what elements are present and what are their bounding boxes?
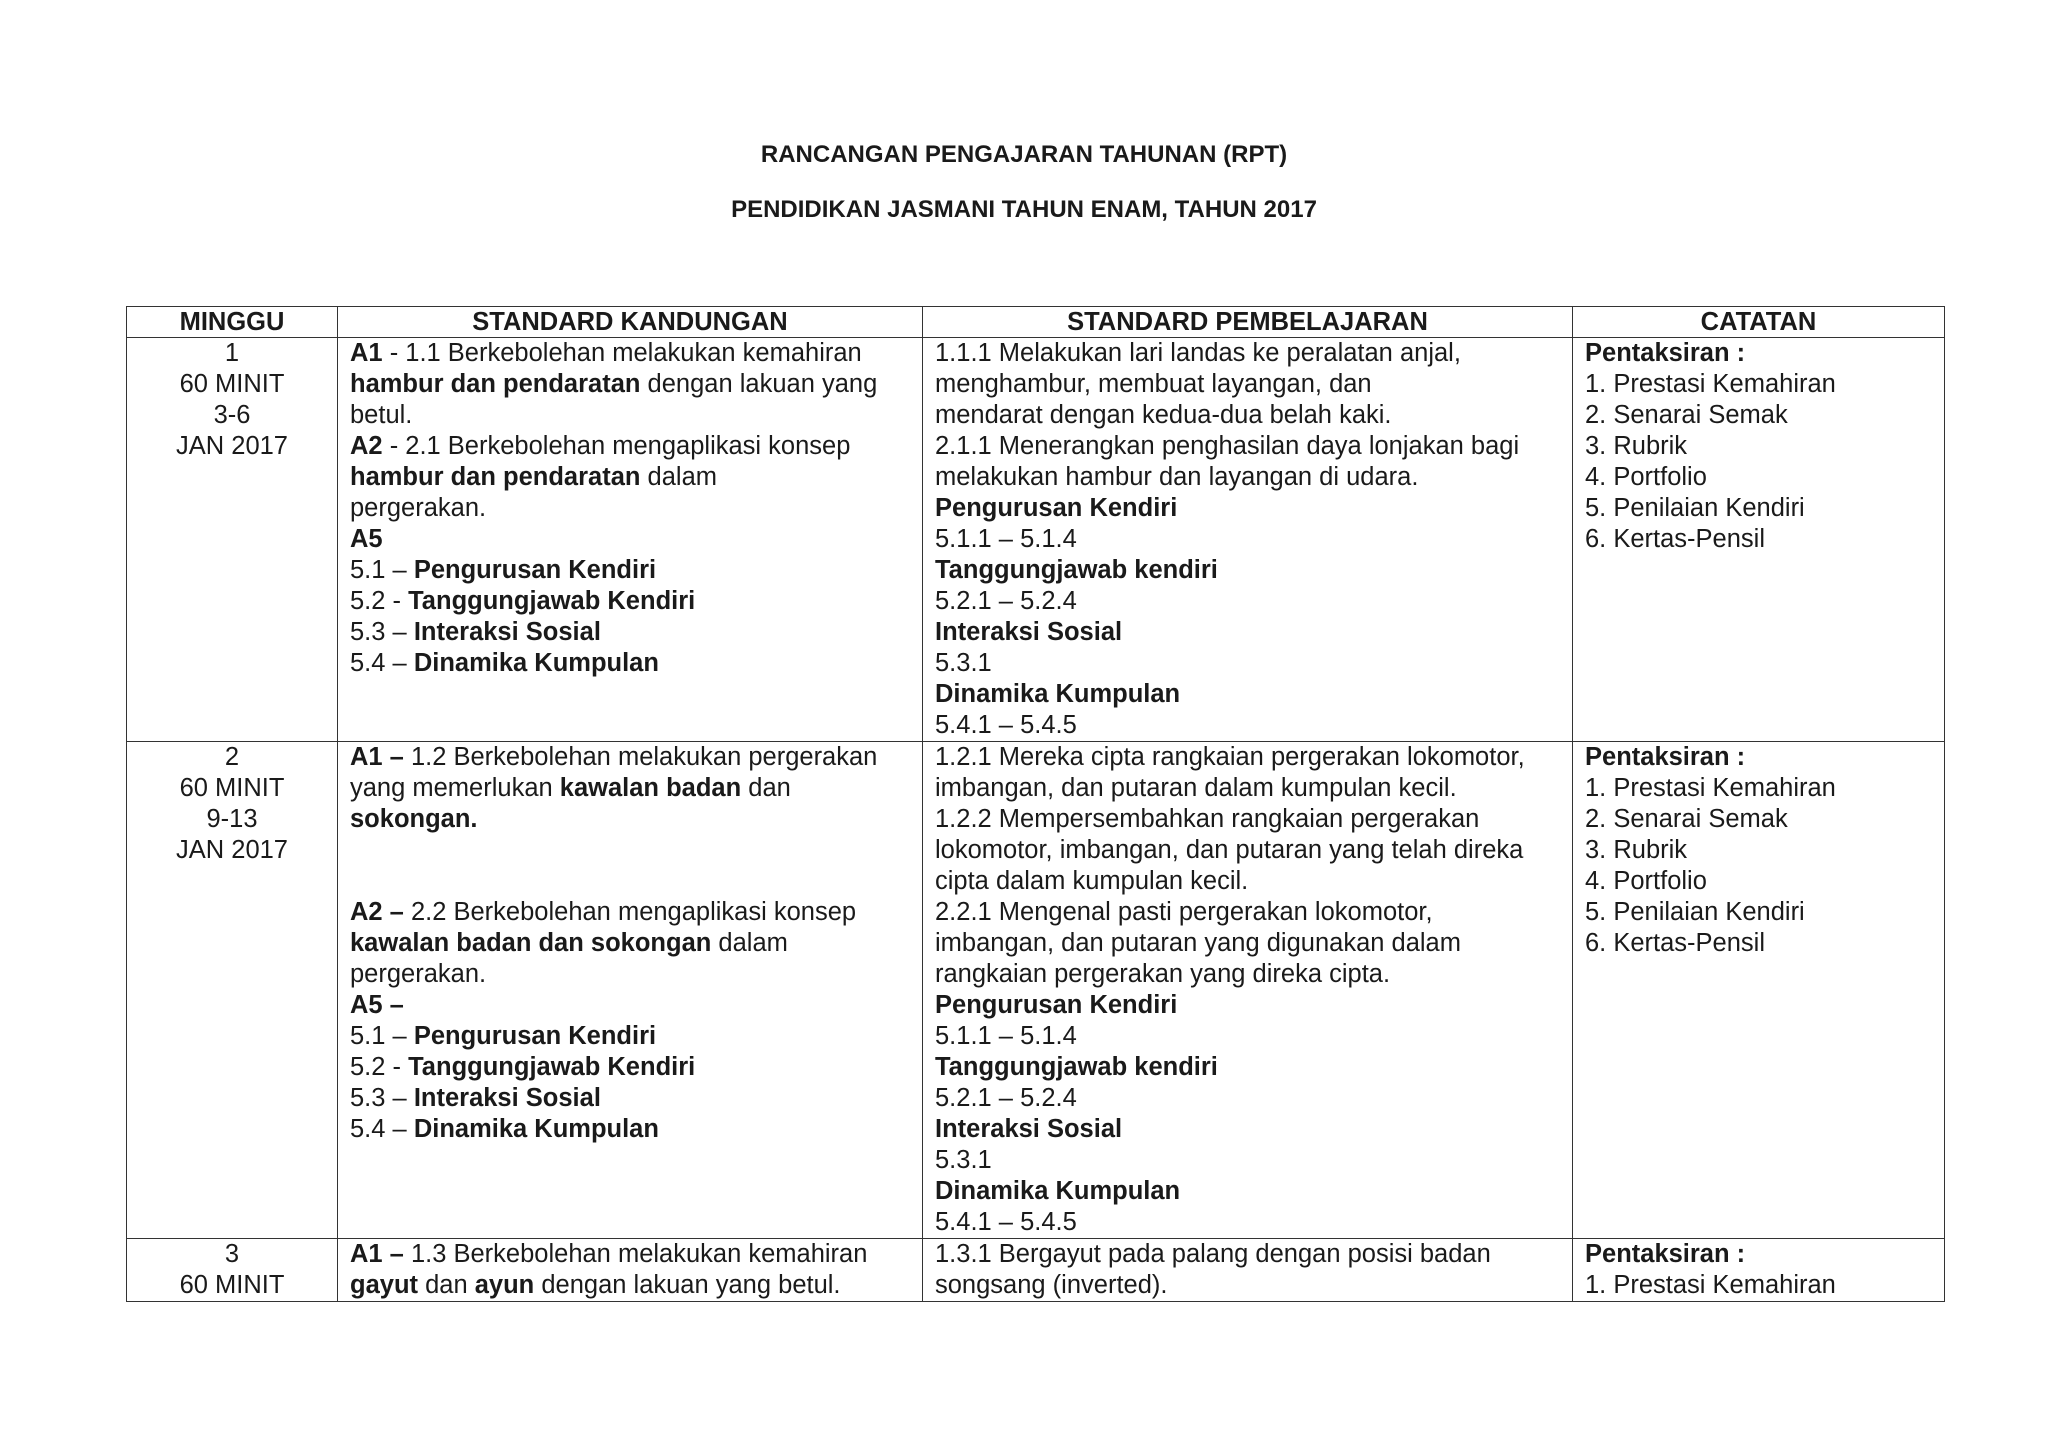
catatan-item: 5. Penilaian Kendiri bbox=[1585, 898, 1805, 926]
pembelajaran-line: 2.2.1 Mengenal pasti pergerakan lokomotor, bbox=[935, 898, 1433, 926]
catatan-heading: Pentaksiran : bbox=[1585, 1240, 1746, 1268]
kandungan-line: hambur dan pendaratan dalam bbox=[350, 463, 718, 491]
kandungan-line: yang memerlukan kawalan badan dan bbox=[350, 774, 791, 802]
week-number: 2 bbox=[224, 743, 240, 771]
pembelajaran-line: Tanggungjawab kendiri bbox=[935, 1053, 1218, 1081]
pembelajaran-line: 5.3.1 bbox=[935, 1146, 992, 1174]
table-row bbox=[127, 742, 1945, 1239]
kandungan-line: sokongan. bbox=[350, 805, 478, 833]
kandungan-cell bbox=[338, 338, 923, 742]
kandungan-line: 5.3 – Interaksi Sosial bbox=[350, 1084, 601, 1112]
catatan-cell bbox=[1573, 338, 1945, 742]
pembelajaran-line: Dinamika Kumpulan bbox=[935, 1177, 1181, 1205]
kandungan-line: A1 – 1.2 Berkebolehan melakukan pergerakan bbox=[350, 743, 878, 771]
catatan-heading: Pentaksiran : bbox=[1585, 743, 1746, 771]
pembelajaran-cell bbox=[923, 742, 1573, 1239]
document-subtitle: PENDIDIKAN JASMANI TAHUN ENAM, TAHUN 2017 bbox=[731, 196, 1317, 223]
rpt-table bbox=[126, 306, 1945, 1302]
pembelajaran-line: 1.2.1 Mereka cipta rangkaian pergerakan lokomotor, bbox=[935, 743, 1525, 771]
week-number: 1 bbox=[224, 339, 240, 367]
pembelajaran-line: 5.4.1 – 5.4.5 bbox=[935, 1208, 1077, 1236]
pembelajaran-line: cipta dalam kumpulan kecil. bbox=[935, 867, 1249, 895]
catatan-cell bbox=[1573, 1239, 1945, 1302]
pembelajaran-line: Interaksi Sosial bbox=[935, 1115, 1123, 1143]
pembelajaran-line: lokomotor, imbangan, dan putaran yang telah direka bbox=[935, 836, 1524, 864]
table-row bbox=[127, 1239, 1945, 1302]
week-dates: 9-13 bbox=[206, 805, 258, 833]
kandungan-cell bbox=[338, 1239, 923, 1302]
pembelajaran-line: 1.2.2 Mempersembahkan rangkaian pergerakan bbox=[935, 805, 1480, 833]
spacer bbox=[350, 835, 910, 866]
week-month: JAN 2017 bbox=[176, 836, 288, 864]
pembelajaran-line: imbangan, dan putaran dalam kumpulan kecil. bbox=[935, 774, 1457, 802]
header-catatan: CATATAN bbox=[1573, 307, 1945, 338]
pembelajaran-line: Pengurusan Kendiri bbox=[935, 494, 1178, 522]
pembelajaran-cell bbox=[923, 338, 1573, 742]
table-row bbox=[127, 338, 1945, 742]
header-standard-kandungan: STANDARD KANDUNGAN bbox=[338, 307, 923, 338]
week-duration: 60 MINIT bbox=[179, 774, 285, 802]
pembelajaran-line: 1.1.1 Melakukan lari landas ke peralatan anjal, bbox=[935, 339, 1461, 367]
kandungan-line: 5.2 - Tanggungjawab Kendiri bbox=[350, 587, 696, 615]
pembelajaran-line: 5.4.1 – 5.4.5 bbox=[935, 711, 1077, 739]
pembelajaran-line: Dinamika Kumpulan bbox=[935, 680, 1181, 708]
kandungan-line: 5.4 – Dinamika Kumpulan bbox=[350, 1115, 659, 1143]
pembelajaran-line: 5.2.1 – 5.2.4 bbox=[935, 587, 1077, 615]
pembelajaran-line: 5.2.1 – 5.2.4 bbox=[935, 1084, 1077, 1112]
kandungan-line: gayut dan ayun dengan lakuan yang betul. bbox=[350, 1271, 841, 1299]
pembelajaran-line: Pengurusan Kendiri bbox=[935, 991, 1178, 1019]
catatan-item: 1. Prestasi Kemahiran bbox=[1585, 774, 1836, 802]
week-number: 3 bbox=[224, 1240, 240, 1268]
pembelajaran-cell bbox=[923, 1239, 1573, 1302]
week-month: JAN 2017 bbox=[176, 432, 288, 460]
pembelajaran-line: Interaksi Sosial bbox=[935, 618, 1123, 646]
kandungan-cell bbox=[338, 742, 923, 1239]
catatan-item: 4. Portfolio bbox=[1585, 463, 1707, 491]
pembelajaran-line: rangkaian pergerakan yang direka cipta. bbox=[935, 960, 1391, 988]
kandungan-line: 5.1 – Pengurusan Kendiri bbox=[350, 1022, 657, 1050]
catatan-item: 3. Rubrik bbox=[1585, 836, 1688, 864]
catatan-item: 1. Prestasi Kemahiran bbox=[1585, 370, 1836, 398]
pembelajaran-line: menghambur, membuat layangan, dan bbox=[935, 370, 1372, 398]
kandungan-line: pergerakan. bbox=[350, 494, 487, 522]
pembelajaran-line: 1.3.1 Bergayut pada palang dengan posisi badan bbox=[935, 1240, 1491, 1268]
pembelajaran-line: imbangan, dan putaran yang digunakan dalam bbox=[935, 929, 1461, 957]
kandungan-line: 5.2 - Tanggungjawab Kendiri bbox=[350, 1053, 696, 1081]
spacer bbox=[350, 866, 910, 897]
document-title: RANCANGAN PENGAJARAN TAHUNAN (RPT) bbox=[760, 141, 1288, 168]
pembelajaran-line: 5.1.1 – 5.1.4 bbox=[935, 1022, 1077, 1050]
kandungan-line: hambur dan pendaratan dengan lakuan yang bbox=[350, 370, 878, 398]
kandungan-line: A5 – bbox=[350, 991, 404, 1019]
kandungan-line: A2 – 2.2 Berkebolehan mengaplikasi konsep bbox=[350, 898, 857, 926]
header-minggu: MINGGU bbox=[127, 307, 338, 338]
kandungan-line: 5.3 – Interaksi Sosial bbox=[350, 618, 601, 646]
week-dates: 3-6 bbox=[213, 401, 251, 429]
kandungan-line: 5.1 – Pengurusan Kendiri bbox=[350, 556, 657, 584]
minggu-cell bbox=[127, 1239, 338, 1302]
pembelajaran-line: 2.1.1 Menerangkan penghasilan daya lonjakan bagi bbox=[935, 432, 1520, 460]
minggu-cell bbox=[127, 338, 338, 742]
pembelajaran-line: 5.3.1 bbox=[935, 649, 992, 677]
kandungan-line: A5 bbox=[350, 525, 383, 553]
kandungan-line: 5.4 – Dinamika Kumpulan bbox=[350, 649, 659, 677]
pembelajaran-line: mendarat dengan kedua-dua belah kaki. bbox=[935, 401, 1392, 429]
kandungan-line: pergerakan. bbox=[350, 960, 487, 988]
catatan-item: 4. Portfolio bbox=[1585, 867, 1707, 895]
kandungan-line: A2 - 2.1 Berkebolehan mengaplikasi konsep bbox=[350, 432, 851, 460]
pembelajaran-line: Tanggungjawab kendiri bbox=[935, 556, 1218, 584]
catatan-cell bbox=[1573, 742, 1945, 1239]
pembelajaran-line: songsang (inverted). bbox=[935, 1271, 1168, 1299]
pembelajaran-line: 5.1.1 – 5.1.4 bbox=[935, 525, 1077, 553]
catatan-item: 1. Prestasi Kemahiran bbox=[1585, 1271, 1836, 1299]
catatan-item: 5. Penilaian Kendiri bbox=[1585, 494, 1805, 522]
catatan-heading: Pentaksiran : bbox=[1585, 339, 1746, 367]
kandungan-line: betul. bbox=[350, 401, 413, 429]
catatan-item: 6. Kertas-Pensil bbox=[1585, 525, 1765, 553]
kandungan-line: A1 – 1.3 Berkebolehan melakukan kemahiran bbox=[350, 1240, 868, 1268]
catatan-item: 2. Senarai Semak bbox=[1585, 401, 1788, 429]
catatan-item: 3. Rubrik bbox=[1585, 432, 1688, 460]
week-duration: 60 MINIT bbox=[179, 1271, 285, 1299]
catatan-item: 6. Kertas-Pensil bbox=[1585, 929, 1765, 957]
table-header-row bbox=[127, 307, 1945, 338]
week-duration: 60 MINIT bbox=[179, 370, 285, 398]
kandungan-line: kawalan badan dan sokongan dalam bbox=[350, 929, 788, 957]
catatan-item: 2. Senarai Semak bbox=[1585, 805, 1788, 833]
kandungan-line: A1 - 1.1 Berkebolehan melakukan kemahiran bbox=[350, 339, 862, 367]
pembelajaran-line: melakukan hambur dan layangan di udara. bbox=[935, 463, 1419, 491]
minggu-cell bbox=[127, 742, 338, 1239]
header-standard-pembelajaran: STANDARD PEMBELAJARAN bbox=[923, 307, 1573, 338]
